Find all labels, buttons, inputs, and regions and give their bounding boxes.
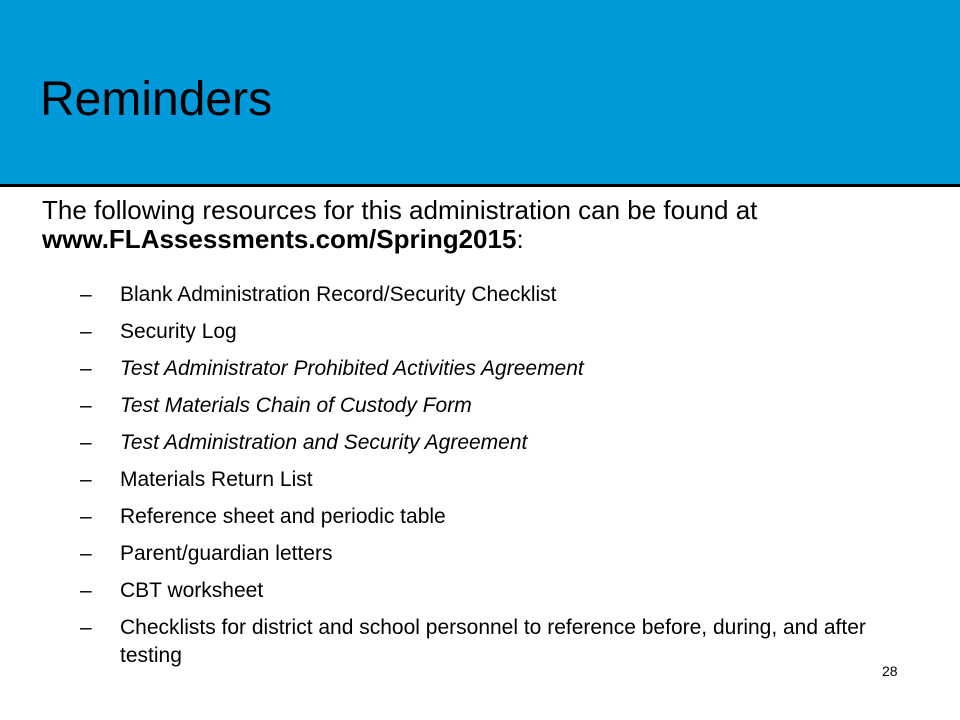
- title-divider: [0, 184, 960, 187]
- dash-bullet: –: [80, 542, 92, 565]
- list-item-text: Test Administrator Prohibited Activities Agreement: [120, 357, 584, 380]
- list-item: [80, 540, 880, 568]
- list-item: [80, 281, 880, 309]
- dash-bullet: –: [80, 431, 92, 454]
- dash-bullet: –: [80, 357, 92, 380]
- list-item: [80, 355, 880, 383]
- list-item: [80, 466, 880, 494]
- list-item: [80, 503, 880, 531]
- dash-bullet: –: [80, 616, 92, 639]
- dash-bullet: –: [80, 320, 92, 343]
- list-item-text: Test Materials Chain of Custody Form: [120, 394, 472, 417]
- list-item-text: Blank Administration Record/Security Checklist: [120, 283, 557, 306]
- intro-text: The following resources for this administration can be found at: [42, 195, 758, 225]
- list-item-text: Security Log: [120, 320, 237, 343]
- list-item-text: Test Administration and Security Agreement: [120, 431, 528, 454]
- intro-paragraph: [42, 196, 942, 254]
- intro-colon: :: [516, 224, 524, 254]
- list-item: [80, 318, 880, 346]
- dash-bullet: –: [80, 579, 92, 602]
- list-item: [80, 392, 880, 420]
- list-item: [80, 429, 880, 457]
- list-item-text: Parent/guardian letters: [120, 542, 333, 565]
- dash-bullet: –: [80, 505, 92, 528]
- list-item-text: Checklists for district and school personnel to reference before, during, and after testing: [120, 616, 866, 667]
- dash-bullet: –: [80, 468, 92, 491]
- slide-title: Reminders: [40, 73, 273, 126]
- resource-list: [80, 281, 880, 679]
- list-item-text: Reference sheet and periodic table: [120, 505, 446, 528]
- page-number: 28: [882, 663, 898, 679]
- dash-bullet: –: [80, 394, 92, 417]
- resource-url: www.FLAssessments.com/Spring2015: [42, 224, 517, 254]
- list-item-text: CBT worksheet: [120, 579, 264, 602]
- list-item: [80, 614, 880, 670]
- list-item: [80, 577, 880, 605]
- list-item-text: Materials Return List: [120, 468, 313, 491]
- dash-bullet: –: [80, 283, 92, 306]
